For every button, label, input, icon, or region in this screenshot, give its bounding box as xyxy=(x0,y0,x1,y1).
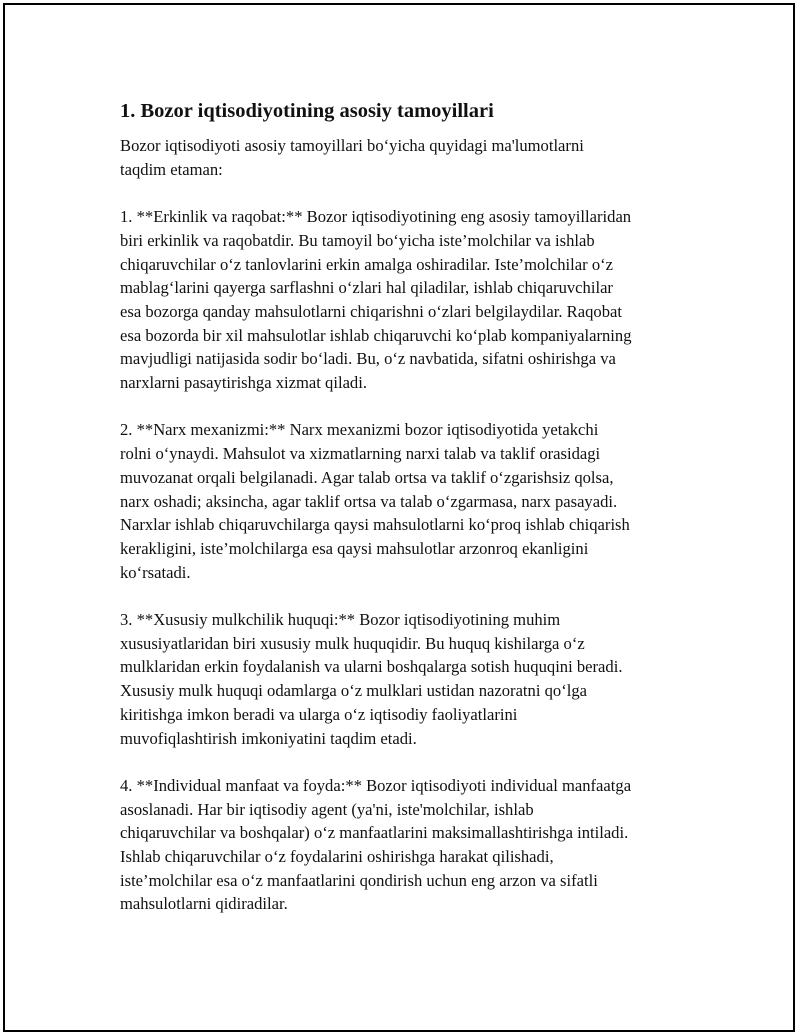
text-line: Narxlar ishlab chiqaruvchilarga qaysi mahsulotlarni ko‘proq ishlab chiqarish xyxy=(120,515,630,535)
intro-paragraph xyxy=(120,134,700,181)
section-paragraph-2 xyxy=(120,418,700,584)
text-line: esa bozorga qanday mahsulotlarni chiqarishni o‘zlari belgilaydilar. Raqobat xyxy=(120,301,622,321)
text-line: mablag‘larini qayerga sarflashni o‘zlari hal qiladilar, ishlab chiqaruvchilar xyxy=(120,278,613,298)
text-line: esa bozorda bir xil mahsulotlar ishlab chiqaruvchi ko‘plab kompaniyalarning xyxy=(120,325,632,345)
text-line: 3. **Xususiy mulkchilik huquqi:** Bozor iqtisodiyotining muhim xyxy=(120,610,561,630)
text-line: Xususiy mulk huquqi odamlarga o‘z mulklari ustidan nazoratni qo‘lga xyxy=(120,681,587,701)
text-line: narxlarni pasaytirishga xizmat qiladi. xyxy=(120,373,367,393)
text-line: Bozor iqtisodiyoti asosiy tamoyillari bo‘yicha quyidagi ma'lumotlarni xyxy=(120,136,584,155)
text-line: ko‘rsatadi. xyxy=(120,562,191,582)
text-line: Ishlab chiqaruvchilar o‘z foydalarini oshirishga harakat qilishadi, xyxy=(120,847,554,867)
text-line: asoslanadi. Har bir iqtisodiy agent (ya'ni, iste'molchilar, ishlab xyxy=(120,799,534,819)
section-paragraph-1 xyxy=(120,205,700,395)
text-line: mavjudligi natijasida sodir bo‘ladi. Bu, o‘z navbatida, sifatni oshirishga va xyxy=(120,349,616,369)
text-line: taqdim etaman: xyxy=(120,159,223,179)
document-title: 1. Bozor iqtisodiyotining asosiy tamoyillari xyxy=(120,100,494,122)
text-line: narx oshadi; aksincha, agar taklif ortsa va talab o‘zgarmasa, narx pasayadi. xyxy=(120,491,618,511)
text-line: rolni o‘ynaydi. Mahsulot va xizmatlarning narxi talab va taklif orasidagi xyxy=(120,444,601,464)
section-paragraph-4 xyxy=(120,774,700,916)
text-line: kerakligini, iste’molchilarga esa qaysi mahsulotlar arzonroq ekanligini xyxy=(120,538,589,558)
text-line: 2. **Narx mexanizmi:** Narx mexanizmi bozor iqtisodiyotida yetakchi xyxy=(120,420,599,440)
text-line: iste’molchilar esa o‘z manfaatlarini qondirish uchun eng arzon va sifatli xyxy=(120,870,598,890)
text-line: biri erkinlik va raqobatdir. Bu tamoyil bo‘yicha iste’molchilar va ishlab xyxy=(120,230,595,250)
text-line: mulklaridan erkin foydalanish va ularni boshqalarga sotish huquqini beradi. xyxy=(120,657,623,677)
text-line: 1. **Erkinlik va raqobat:** Bozor iqtisodiyotining eng asosiy tamoyillaridan xyxy=(120,207,632,227)
text-line: muvofiqlashtirish imkoniyatini taqdim etadi. xyxy=(120,728,417,748)
text-line: chiqaruvchilar va boshqalar) o‘z manfaatlarini maksimallashtirishga intiladi. xyxy=(120,823,629,843)
text-line: xususiyatlaridan biri xususiy mulk huquqidir. Bu huquq kishilarga o‘z xyxy=(120,633,585,653)
text-line: mahsulotlarni qidiradilar. xyxy=(120,894,288,914)
page-frame xyxy=(3,3,795,1032)
text-line: muvozanat orqali belgilanadi. Agar talab ortsa va taklif o‘zgarishsiz qolsa, xyxy=(120,467,614,487)
text-line: 4. **Individual manfaat va foyda:** Bozor iqtisodiyoti individual manfaatga xyxy=(120,775,632,795)
text-line: chiqaruvchilar o‘z tanlovlarini erkin amalga oshiradilar. Iste’molchilar o‘z xyxy=(120,254,614,274)
text-line: kiritishga imkon beradi va ularga o‘z iqtisodiy faoliyatlarini xyxy=(120,704,518,724)
section-paragraph-3 xyxy=(120,608,700,750)
document-body xyxy=(120,97,700,940)
